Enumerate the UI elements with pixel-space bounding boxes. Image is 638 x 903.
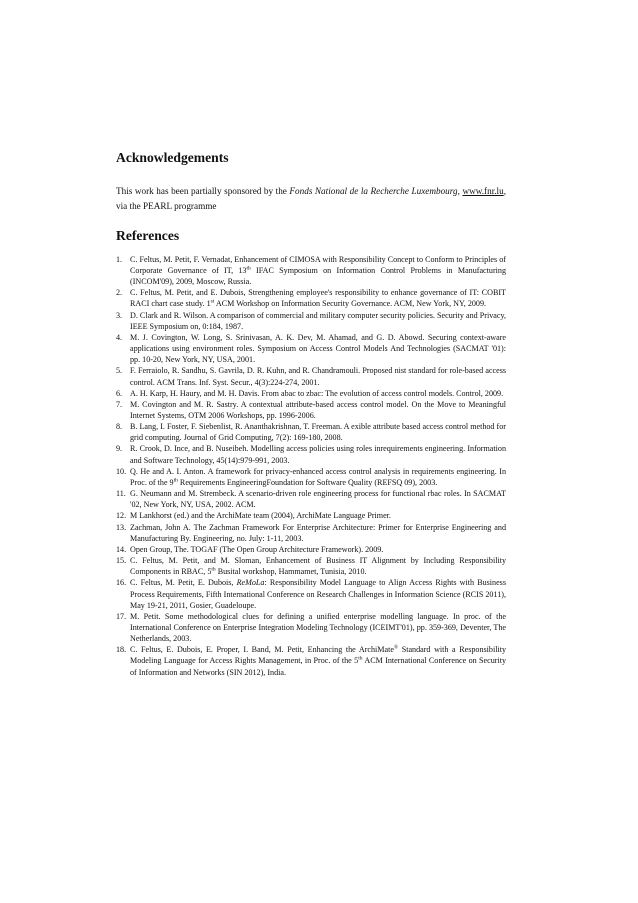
reference-number: 13. <box>116 522 127 532</box>
reference-number: 5. <box>116 366 123 376</box>
reference-superscript: ® <box>393 644 399 651</box>
reference-item <box>116 577 506 610</box>
reference-number: 14. <box>116 544 127 554</box>
reference-text: ACM Workshop on Information Security Governance. ACM, New York, NY, 2009. <box>214 299 487 309</box>
reference-number: 2. <box>116 288 123 298</box>
reference-text: M. Covington and M. R. Sastry. A contextual attribute-based access control model. On the Move to Meaningful Internet Systems, OTM 2006 Workshops, pp. 1996-2006. <box>130 399 506 420</box>
reference-number: 9. <box>116 444 123 454</box>
reference-item <box>116 310 506 332</box>
reference-number: 1. <box>116 254 123 264</box>
reference-text: M. J. Covington, W. Long, S. Srinivasan, A. K. Dev, M. Ahamad, and G. D. Abowd. Securing context-aware applications using environment roles. Symposium on Access Control Models And Technologies (SACMAT '01): pp. 10-20, New York, NY, USA, 2001. <box>130 332 506 365</box>
reference-item <box>116 522 506 544</box>
reference-text: B. Lang, I. Foster, F. Siebenlist, R. Ananthakrishnan, T. Freeman. A exible attribute based access control method for grid computing. Journal of Grid Computing, 7(2): 169-180, 2008. <box>130 422 506 443</box>
reference-superscript: th <box>173 477 178 484</box>
reference-text: Busital workshop, Hammamet, Tunisia, 2010. <box>215 567 367 577</box>
reference-text: Standard with a Responsibility Modeling Language for Access Rights Management, in Proc. of the 5 <box>130 645 506 666</box>
reference-text: C. Feltus, E. Dubois, E. Proper, I. Band, M. Petit, Enhancing the ArchiMate <box>130 645 394 655</box>
reference-item <box>116 510 506 521</box>
reference-number: 8. <box>116 422 123 432</box>
reference-superscript: th <box>211 566 216 573</box>
reference-number: 7. <box>116 399 123 409</box>
page-content <box>116 150 506 678</box>
reference-number: 4. <box>116 332 123 342</box>
reference-item <box>116 488 506 510</box>
reference-text: Open Group, The. TOGAF (The Open Group Architecture Framework). 2009. <box>130 544 384 554</box>
reference-text: C. Feltus, M. Petit, F. Vernadat, Enhancement of CIMOSA with Responsibility Concept to Conform to Principles of Corporate Governance of IT, 13 <box>130 254 506 275</box>
reference-text: D. Clark and R. Wilson. A comparison of commercial and military computer security policies. Security and Privacy, IEEE Symposium on, 0:184, 1987. <box>130 310 506 331</box>
reference-text: : Responsibility Model Language to Align Access Rights with Business Process Requirements, Fifth International Conference on Research Challenges in Information Science (RCIS 2011), May 19-21, 2011, Gosier, Guadeloupe. <box>130 578 506 610</box>
reference-item <box>116 466 506 488</box>
reference-number: 18. <box>116 645 127 655</box>
reference-item <box>116 365 506 387</box>
reference-italic: ReMoLa <box>236 578 265 588</box>
reference-text: Q. He and A. I. Anton. A framework for privacy-enhanced access control analysis in requirements engineering. In Proc. of the 9 <box>130 466 506 487</box>
reference-text: R. Crook, D. Ince, and B. Nuseibeh. Modelling access policies using roles inrequirements engineering. Information and Software Technology, 45(14):979-991, 2003. <box>130 444 506 465</box>
reference-number: 15. <box>116 556 127 566</box>
acknowledgements-text: This work has been partially sponsored by the Fonds National de la Recherche Luxembourg, www.fnr.lu, via the PEARL programme <box>116 186 507 212</box>
reference-superscript: th <box>246 265 251 272</box>
reference-superscript: th <box>358 655 363 662</box>
reference-item <box>116 555 506 577</box>
reference-item <box>116 332 506 365</box>
reference-text: C. Feltus, M. Petit, and E. Dubois, Strengthening employee's responsibility to enhance governance of IT: COBIT RACI chart case study. 1 <box>130 288 506 309</box>
fnr-link[interactable]: www.fnr.lu <box>462 186 504 196</box>
reference-item <box>116 421 506 443</box>
reference-item <box>116 443 506 465</box>
reference-text: C. Feltus, M. Petit, E. Dubois, <box>130 578 237 588</box>
reference-number: 11. <box>116 489 126 499</box>
reference-text: Zachman, John A. The Zachman Framework For Enterprise Architecture: Primer for Enterprise Engineering and Manufacturing By. Engineering, no. July: 1-11, 2003. <box>130 522 506 543</box>
reference-number: 10. <box>116 466 127 476</box>
reference-number: 16. <box>116 578 127 588</box>
reference-text: Requirements EngineeringFoundation for Software Quality (REFSQ 09), 2003. <box>177 477 438 487</box>
reference-item <box>116 544 506 555</box>
reference-number: 17. <box>116 611 127 621</box>
reference-number: 3. <box>116 310 123 320</box>
acknowledgements-heading: Acknowledgements <box>116 150 229 165</box>
reference-item <box>116 287 506 309</box>
reference-item <box>116 399 506 421</box>
reference-text: A. H. Karp, H. Haury, and M. H. Davis. From abac to zbac: The evolution of access control models. Control, 2009. <box>130 388 504 398</box>
references-list <box>116 254 506 678</box>
reference-text: F. Ferraiolo, R. Sandhu, S. Gavrila, D. R. Kuhn, and R. Chandramouli. Proposed nist standard for role-based access control. ACM Trans. Inf. Syst. Secur., 4(3):224-274, 2001. <box>130 366 506 387</box>
reference-number: 12. <box>116 511 127 521</box>
reference-text: ACM International Conference on Security of Information and Networks (SIN 2012), India. <box>130 656 506 677</box>
reference-text: M Lankhorst (ed.) and the ArchiMate team (2004), ArchiMate Language Primer. <box>130 511 391 521</box>
reference-item <box>116 254 506 287</box>
reference-text: C. Feltus, M. Petit, and M. Sloman, Enhancement of Business IT Alignment by Including Responsibility Components in RBAC, 5 <box>130 556 506 577</box>
reference-number: 6. <box>116 388 123 398</box>
reference-item <box>116 644 506 677</box>
reference-superscript: st <box>210 298 215 305</box>
reference-item <box>116 611 506 644</box>
reference-item <box>116 388 506 399</box>
reference-text: M. Petit. Some methodological clues for defining a unified enterprise modelling language. In proc. of the International Conference on Enterprise Integration Modeling Technology (ICEIMT'01), pp. 359-369, Deventer, The Netherlands, 2003. <box>130 611 506 644</box>
reference-text: G. Neumann and M. Strembeck. A scenario-driven role engineering process for functional rbac roles. In SACMAT '02, New York, NY, USA, 2002. ACM. <box>130 489 506 510</box>
funder-name: Fonds National de la Recherche Luxembourg <box>289 186 458 196</box>
reference-text: IFAC Symposium on Information Control Problems in Manufacturing (INCOM'09), 2009, Moscow, Russia. <box>130 265 506 287</box>
references-heading: References <box>116 227 180 243</box>
